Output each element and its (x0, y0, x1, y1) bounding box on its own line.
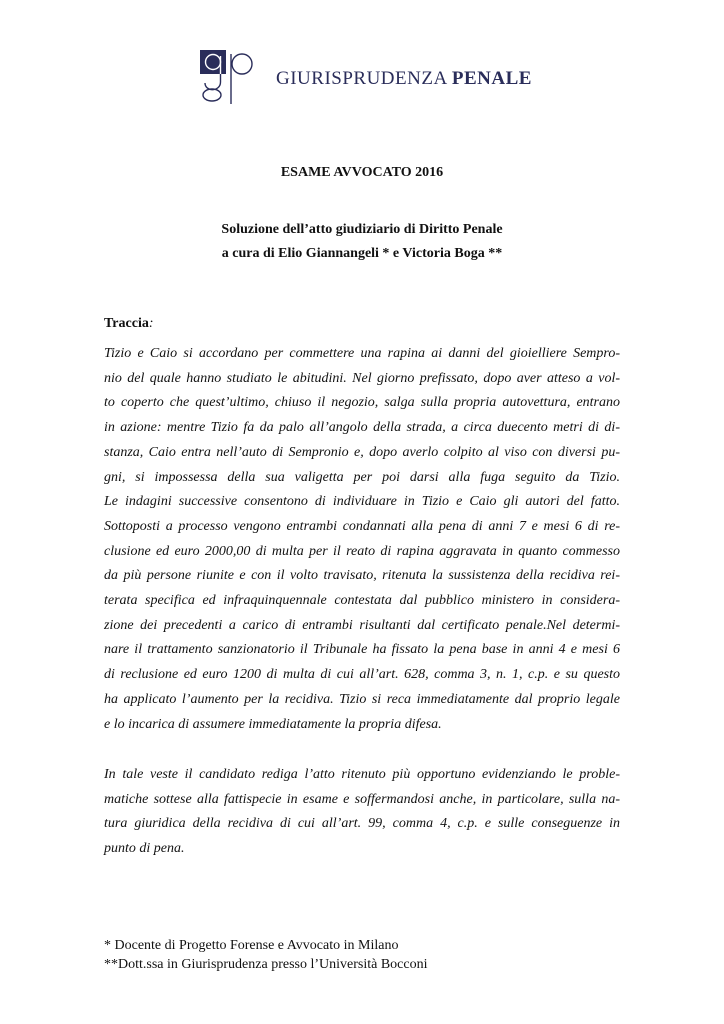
text-line: da più persone riunite e con il volto travisato, ritenuta la sussistenza della recidiva rei- (104, 568, 620, 584)
exam-title: ESAME AVVOCATO 2016 (280, 165, 444, 180)
subtitle-line: Soluzione dell’atto giudiziario di Diritto Penale (221, 222, 503, 237)
text-line: stanza, Caio entra nell’auto di Sempronio e, dopo averlo colpito al viso con diversi pu- (104, 444, 620, 460)
traccia-paragraph-2 (104, 763, 620, 862)
text-line: nio del quale hanno studiato le abitudini. Nel giorno prefissato, dopo aver atteso a vol- (104, 370, 620, 386)
footnote-1: * Docente di Progetto Forense e Avvocato in Milano (104, 938, 399, 953)
text-line: gni, si impossessa della sua valigetta per poi darsi alla fuga seguito da Tizio. (104, 469, 620, 485)
text-line: ha applicato l’aumento per la recidiva. Tizio si reca immediatamente dal proprio legale (104, 691, 620, 707)
text-line: di reclusione ed euro 1200 di multa di cui all’art. 628, comma 3, n. 1, c.p. e su questo (104, 667, 620, 683)
brand-name (276, 68, 532, 90)
text-line: Tizio e Caio si accordano per commettere una rapina ai danni del gioielliere Sempro- (104, 346, 620, 361)
text-line: matiche sottese alla fattispecie in esame e soffermandosi anche, in particolare, sulla na- (104, 791, 620, 807)
text-line: tura giuridica della recidiva di cui all’art. 99, comma 4, c.p. e sulle conseguenze in (104, 816, 620, 832)
text-line: terata specifica ed infraquinquennale contestata dal pubblico ministero in considera- (104, 593, 620, 609)
text-line: nare il trattamento sanzionatorio il Tribunale ha fissato la pena base in anni 4 e mesi 6 (104, 642, 620, 658)
traccia-heading: Traccia: (104, 316, 154, 331)
authors-line: a cura di Elio Giannangeli * e Victoria Boga ** (221, 246, 503, 261)
text-line: in azione: mentre Tizio fa da palo all’angolo della strada, a circa duecento metri di di- (104, 420, 620, 436)
document-subtitle (0, 218, 724, 266)
text-line: Le indagini successive consentono di individuare in Tizio e Caio gli autori del fatto. (104, 494, 620, 510)
publisher-logo (200, 50, 532, 104)
text-line: Sottoposti a processo vengono entrambi condannati alla pena di anni 7 e mesi 6 di re- (104, 518, 620, 534)
text-line: punto di pena. (104, 841, 185, 857)
text-line: zione dei precedenti a carico di entrambi risultanti dal certificato penale.Nel determi- (104, 617, 620, 633)
text-line: e lo incarica di assumere immediatamente la propria difesa. (104, 716, 442, 732)
brand-name-bold: PENALE (451, 68, 532, 89)
footnotes (104, 936, 428, 974)
brand-name-light: GIURISPRUDENZA (276, 68, 447, 89)
gp-monogram-icon (200, 50, 262, 104)
footnote-2: **Dott.ssa in Giurisprudenza presso l’Università Bocconi (104, 957, 428, 972)
text-line: clusione ed euro 2000,00 di multa per il reato di rapina aggravata in quanto commesso (104, 543, 620, 559)
text-line: In tale veste il candidato rediga l’atto ritenuto più opportuno evidenziando le proble- (104, 767, 620, 782)
traccia-paragraph-1 (104, 342, 620, 737)
text-line: to coperto che quest’ultimo, chiuso il negozio, salga sulla propria autovettura, entrano (104, 395, 620, 411)
